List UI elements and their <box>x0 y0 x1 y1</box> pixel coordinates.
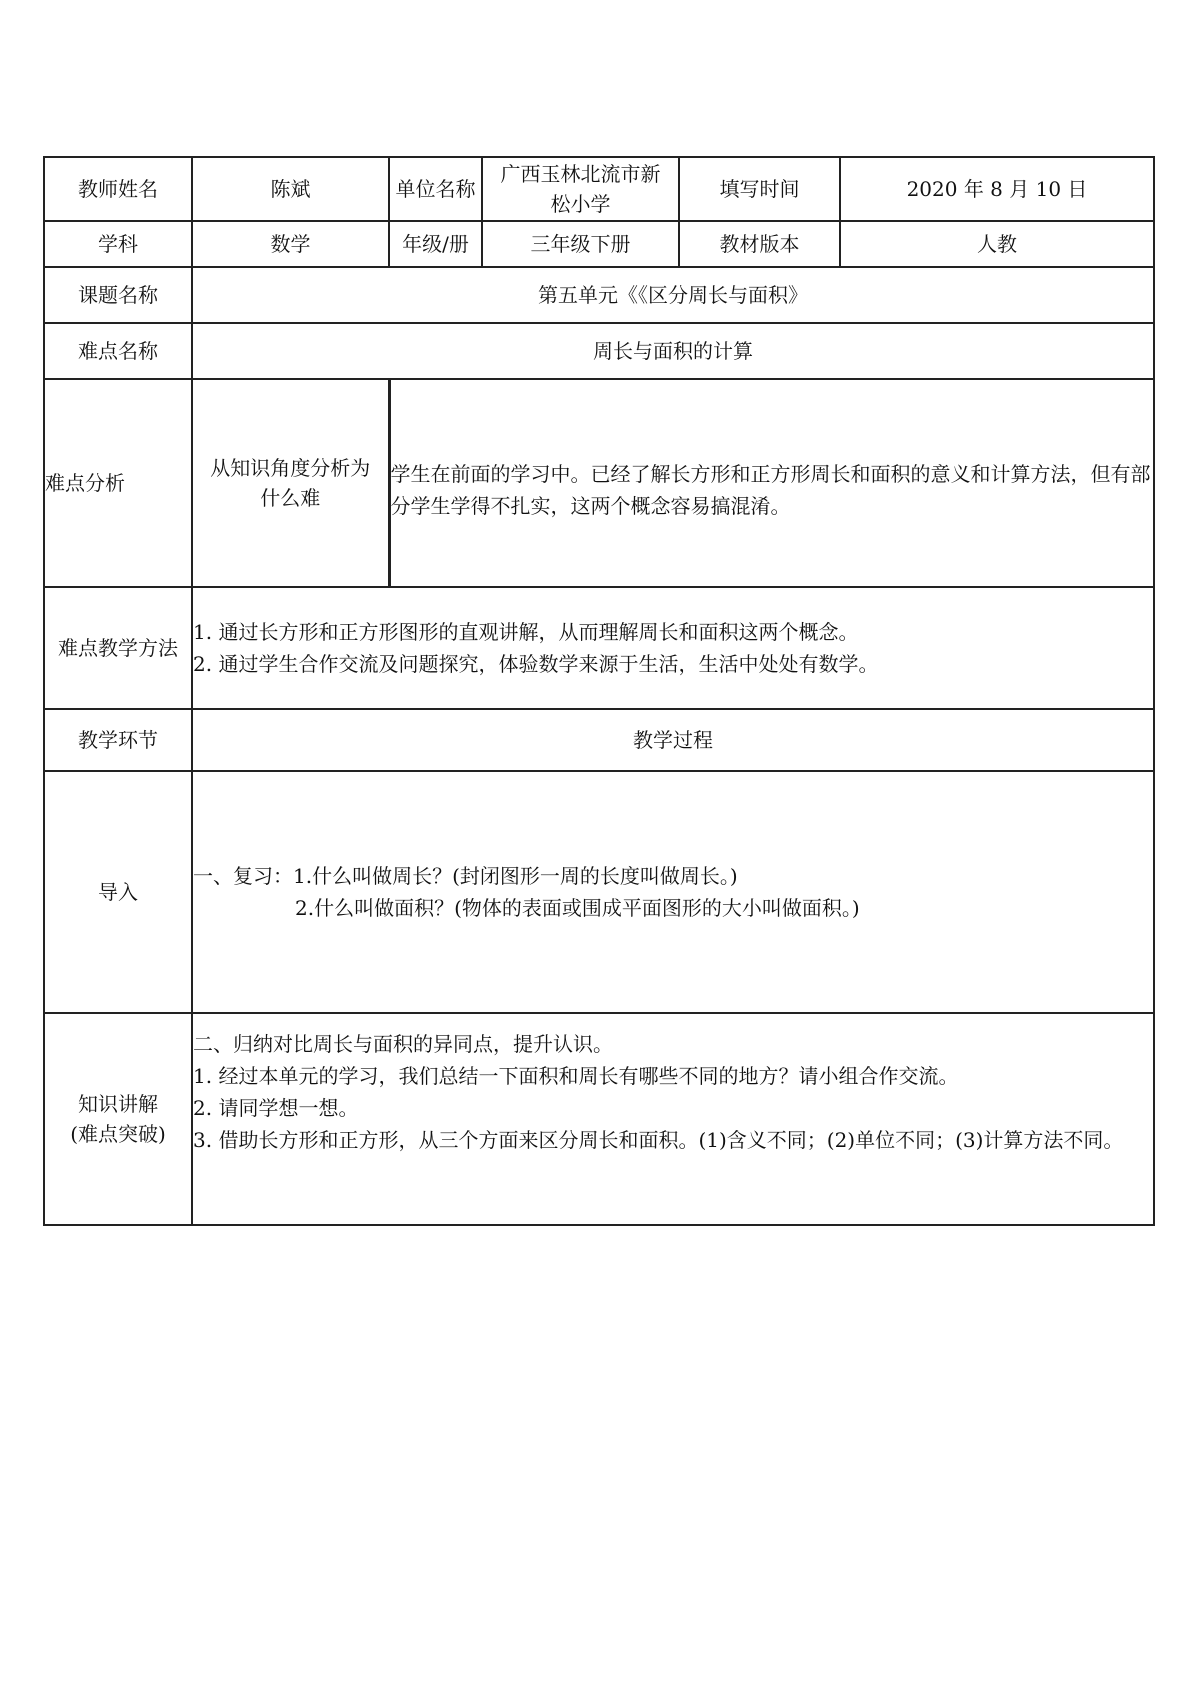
date-value: 2020 年 8 月 10 日 <box>840 157 1154 221</box>
subject-value: 数学 <box>192 221 389 267</box>
process-value: 教学过程 <box>192 709 1154 771</box>
method-label: 难点教学方法 <box>44 587 192 709</box>
subject-label: 学科 <box>44 221 192 267</box>
knowledge-content <box>192 1013 1154 1225</box>
analysis-label: 难点分析 <box>44 379 192 587</box>
intro-row <box>44 771 1154 1013</box>
grade-label: 年级/册 <box>389 221 482 267</box>
lesson-plan-table <box>43 156 1155 1226</box>
header-row-1 <box>44 157 1154 221</box>
unit-value: 广西玉林北流市新松小学 <box>482 157 679 221</box>
date-label: 填写时间 <box>679 157 840 221</box>
difficulty-row <box>44 323 1154 379</box>
knowledge-line: 2. 请同学想一想。 <box>193 1096 359 1120</box>
intro-content <box>192 771 1154 1013</box>
edition-value: 人教 <box>840 221 1154 267</box>
knowledge-line: 二、归纳对比周长与面积的异同点，提升认识。 <box>193 1032 613 1056</box>
intro-line-1: 一、复习：1.什么叫做周长？(封闭图形一周的长度叫做周长。) <box>193 864 738 888</box>
header-row-2 <box>44 221 1154 267</box>
knowledge-line: 1. 经过本单元的学习，我们总结一下面积和周长有哪些不同的地方？请小组合作交流。 <box>193 1064 959 1088</box>
topic-value: 第五单元《《区分周长与面积》 <box>192 267 1154 323</box>
knowledge-line: 3. 借助长方形和正方形，从三个方面来区分周长和面积。(1)含义不同；(2)单位不同；(3)计算方法不同。 <box>193 1128 1124 1152</box>
teacher-value: 陈斌 <box>192 157 389 221</box>
teacher-label: 教师姓名 <box>44 157 192 221</box>
knowledge-label <box>44 1013 192 1225</box>
method-item: 1. 通过长方形和正方形图形的直观讲解，从而理解周长和面积这两个概念。 <box>193 620 859 644</box>
difficulty-label: 难点名称 <box>44 323 192 379</box>
intro-line-2: 2.什么叫做面积？(物体的表面或围成平面图形的大小叫做面积。) <box>295 896 860 920</box>
knowledge-row <box>44 1013 1154 1225</box>
analysis-text: 学生在前面的学习中。已经了解长方形和正方形周长和面积的意义和计算方法，但有部分学生学得不扎实，这两个概念容易搞混淆。 <box>389 379 1154 587</box>
topic-label: 课题名称 <box>44 267 192 323</box>
process-label: 教学环节 <box>44 709 192 771</box>
knowledge-label-line-2: (难点突破) <box>70 1122 166 1146</box>
knowledge-label-line-1: 知识讲解 <box>78 1092 158 1116</box>
method-list <box>192 587 1154 709</box>
analysis-sub-label: 从知识角度分析为什么难 <box>192 379 389 587</box>
topic-row <box>44 267 1154 323</box>
difficulty-value: 周长与面积的计算 <box>192 323 1154 379</box>
analysis-row <box>44 379 1154 587</box>
method-row <box>44 587 1154 709</box>
grade-value: 三年级下册 <box>482 221 679 267</box>
process-header-row <box>44 709 1154 771</box>
edition-label: 教材版本 <box>679 221 840 267</box>
unit-label: 单位名称 <box>389 157 482 221</box>
intro-label: 导入 <box>44 771 192 1013</box>
method-item: 2. 通过学生合作交流及问题探究，体验数学来源于生活，生活中处处有数学。 <box>193 652 879 676</box>
